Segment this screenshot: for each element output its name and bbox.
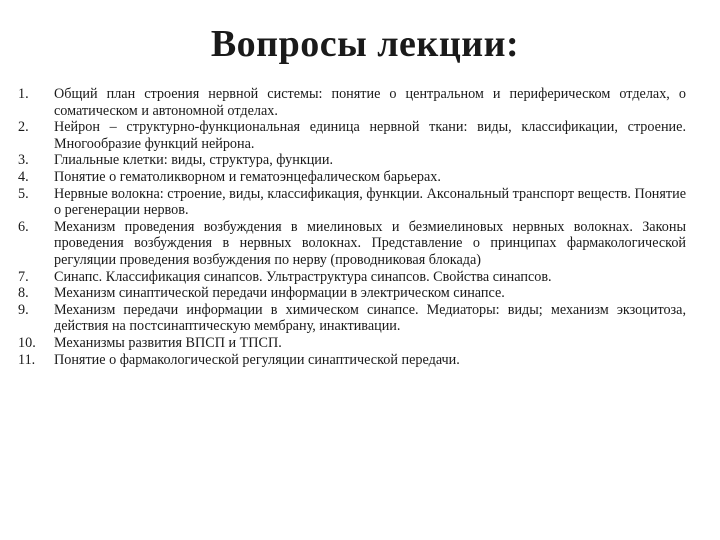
item-text: Нервные волокна: строение, виды, классификация, функции. Аксональный транспорт веществ. Понятие о регенерации нервов. bbox=[54, 185, 686, 219]
question-list bbox=[18, 86, 686, 368]
list-item bbox=[18, 285, 686, 302]
list-item bbox=[18, 352, 686, 369]
item-text: Механизм передачи информации в химическом синапсе. Медиаторы: виды; механизм экзоцитоза, действия на постсинаптическую мембрану, инактивации. bbox=[54, 301, 686, 335]
item-text: Синапс. Классификация синапсов. Ультраструктура синапсов. Свойства синапсов. bbox=[54, 268, 552, 285]
item-text: Нейрон – структурно-функциональная единица нервной ткани: виды, классификации, строение. Многообразие функций нейрона. bbox=[54, 119, 686, 152]
slide-title: Вопросы лекции: bbox=[210, 23, 520, 65]
item-number: 7. bbox=[18, 268, 29, 285]
list-item bbox=[18, 302, 686, 335]
item-number: 8. bbox=[18, 285, 29, 302]
list-item bbox=[18, 86, 686, 119]
item-number: 9. bbox=[18, 301, 29, 318]
item-number: 4. bbox=[18, 168, 29, 185]
item-number: 1. bbox=[18, 86, 29, 102]
item-text: Механизмы развития ВПСП и ТПСП. bbox=[54, 334, 282, 351]
list-item bbox=[18, 119, 686, 152]
list-item bbox=[18, 335, 686, 352]
item-text: Глиальные клетки: виды, структура, функции. bbox=[54, 152, 334, 169]
list-item bbox=[18, 219, 686, 269]
item-number: 3. bbox=[18, 152, 29, 169]
item-number: 2. bbox=[18, 119, 29, 136]
item-text: Общий план строения нервной системы: понятие о центральном и периферическом отделах, о соматическом и автономной отделах. bbox=[54, 86, 686, 119]
list-item bbox=[18, 152, 686, 169]
list-item bbox=[18, 186, 686, 219]
item-text: Механизм синаптической передачи информации в электрическом синапсе. bbox=[54, 285, 505, 302]
item-number: 11. bbox=[18, 351, 36, 368]
item-text: Механизм проведения возбуждения в миелиновых и безмиелиновых нервных волокнах. Законы проведения возбуждения в нервных волокнах. Представление о принципах фармакологической регуляции проведения возбуждения по нерву (проводниковая блокада) bbox=[54, 218, 686, 268]
list-item bbox=[18, 169, 686, 186]
item-number: 10. bbox=[18, 334, 36, 351]
item-text: Понятие о гематоликворном и гематоэнцефалическом барьерах. bbox=[54, 168, 441, 185]
list-item bbox=[18, 269, 686, 286]
item-text: Понятие о фармакологической регуляции синаптической передачи. bbox=[54, 351, 460, 368]
item-number: 6. bbox=[18, 218, 29, 235]
item-number: 5. bbox=[18, 185, 29, 202]
